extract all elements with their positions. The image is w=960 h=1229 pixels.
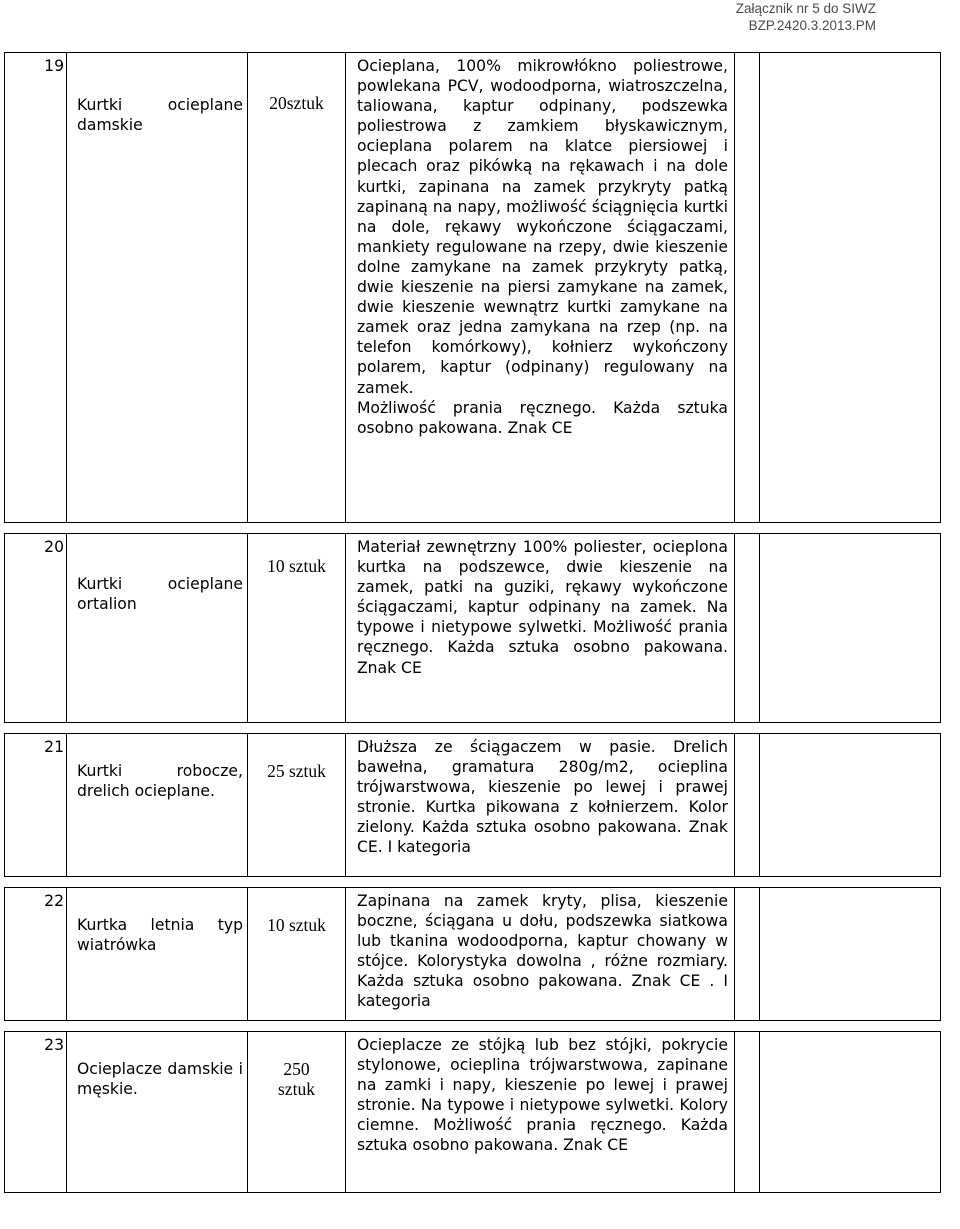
row-number: 22: [44, 892, 64, 910]
row-spacer: [5, 523, 941, 534]
description-cell: [345, 53, 734, 523]
empty-cell: [759, 1032, 940, 1193]
table-row: [5, 53, 941, 523]
table-row: [5, 534, 941, 723]
description-cell: [345, 534, 734, 723]
description-cell: [345, 734, 734, 877]
quantity: 25 sztuk: [267, 761, 326, 781]
column-gap: [734, 534, 759, 723]
item-description: Ocieplana, 100% mikrowłókno poliestrowe, powlekana PCV, wodoodporna, wiatroszczelna, taliowana, kaptur odpinany, podszewka poliestrowa z zamkiem błyskawicznym, ocieplana polarem na klatce piersiowej i plecach oraz pikówką na rękawach i na dole kurtki, zapinana na zamek przykryty patką zapinaną na napy, możliwość ściągnięcia kurtki na dole, rękawy wykończone ściągaczami, mankiety regulowane na rzepy, dwie kieszenie dolne zamykane na zamek przykryty patką, dwie kieszenie na piersi zamykane na zamek, dwie kieszenie wewnątrz kurtki zamykane na zamek oraz jedna zamykana na rzep (np. na telefon komórkowy), kołnierz wykończony polarem, kaptur (odpinany) regulowany na zamek. Możliwość prania ręcznego. Każda sztuka osobno pakowana. Znak CE: [356, 57, 728, 437]
quantity: 10 sztuk: [267, 915, 326, 935]
row-spacer: [5, 1021, 941, 1032]
quantity-cell: [248, 53, 346, 523]
column-gap: [734, 53, 759, 523]
empty-cell: [759, 534, 940, 723]
row-number: 19: [44, 57, 64, 75]
annex-label: Załącznik nr 5 do SIWZ: [735, 1, 876, 16]
empty-cell: [759, 734, 940, 877]
item-name: Kurtki ocieplane ortalion: [77, 575, 243, 614]
item-name: Kurtka letnia typ wiatrówka: [77, 916, 243, 955]
quantity-cell: [248, 1032, 346, 1193]
row-spacer: [5, 723, 941, 734]
row-number: 20: [44, 538, 64, 556]
quantity-cell: [248, 888, 346, 1021]
empty-cell: [759, 888, 940, 1021]
empty-cell: [759, 53, 940, 523]
quantity: 250 sztuk: [278, 1059, 315, 1100]
table-row: [5, 888, 941, 1021]
item-name: Kurtki ocieplane damskie: [77, 96, 243, 135]
row-number-cell: [5, 888, 67, 1021]
description-cell: [345, 1032, 734, 1193]
item-description: Zapinana na zamek kryty, plisa, kieszenie boczne, ściągana u dołu, podszewka siatkowa lub tkanina wodoodporna, kaptur chowany w stójce. Kolorystyka dowolna , różne rozmiary. Każda sztuka osobno pakowana. Znak CE . I kategoria: [356, 892, 728, 1011]
item-name-cell: [67, 734, 248, 877]
column-gap: [734, 734, 759, 877]
table-row: [5, 734, 941, 877]
row-spacer: [5, 877, 941, 888]
item-name-cell: [67, 888, 248, 1021]
item-description: Dłuższa ze ściągaczem w pasie. Drelich bawełna, gramatura 280g/m2, ocieplina trójwarstwowa, kieszenie po lewej i prawej stronie. Kurtka pikowana z kołnierzem. Kolor zielony. Każda sztuka osobno pakowana. Znak CE. I kategoria: [356, 738, 728, 857]
item-description: Ocieplacze ze stójką lub bez stójki, pokrycie stylonowe, ocieplina trójwarstwowa, zapinane na zamki i napy, kieszenie po lewej i prawej stronie. Na typowe i nietypowe sylwetki. Kolory ciemne. Możliwość prania ręcznego. Każda sztuka osobno pakowana. Znak CE: [356, 1036, 728, 1155]
table-row: [5, 1032, 941, 1193]
row-number-cell: [5, 734, 67, 877]
row-number-cell: [5, 534, 67, 723]
item-name: Ocieplacze damskie i męskie.: [77, 1060, 243, 1099]
item-description: Materiał zewnętrzny 100% poliester, ocieplona kurtka na podszewce, dwie kieszenie na zamek, patki na guziki, rękawy wykończone ściągaczami, kaptur odpinany na zamek. Na typowe i nietypowe sylwetki. Możliwość prania ręcznego. Każda sztuka osobno pakowana. Znak CE: [356, 538, 728, 677]
item-name-cell: [67, 534, 248, 723]
item-name-cell: [67, 1032, 248, 1193]
quantity: 20sztuk: [269, 93, 324, 113]
column-gap: [734, 1032, 759, 1193]
row-number: 21: [44, 738, 64, 756]
row-number-cell: [5, 1032, 67, 1193]
quantity-cell: [248, 534, 346, 723]
case-number: BZP.2420.3.2013.PM: [748, 18, 876, 33]
item-name-cell: [67, 53, 248, 523]
row-number-cell: [5, 53, 67, 523]
specification-table: [4, 52, 941, 1193]
description-cell: [345, 888, 734, 1021]
document-reference: [736, 0, 876, 34]
item-name: Kurtki robocze, drelich ocieplane.: [77, 762, 243, 801]
column-gap: [734, 888, 759, 1021]
row-number: 23: [44, 1036, 64, 1054]
quantity: 10 sztuk: [267, 556, 326, 576]
quantity-cell: [248, 734, 346, 877]
